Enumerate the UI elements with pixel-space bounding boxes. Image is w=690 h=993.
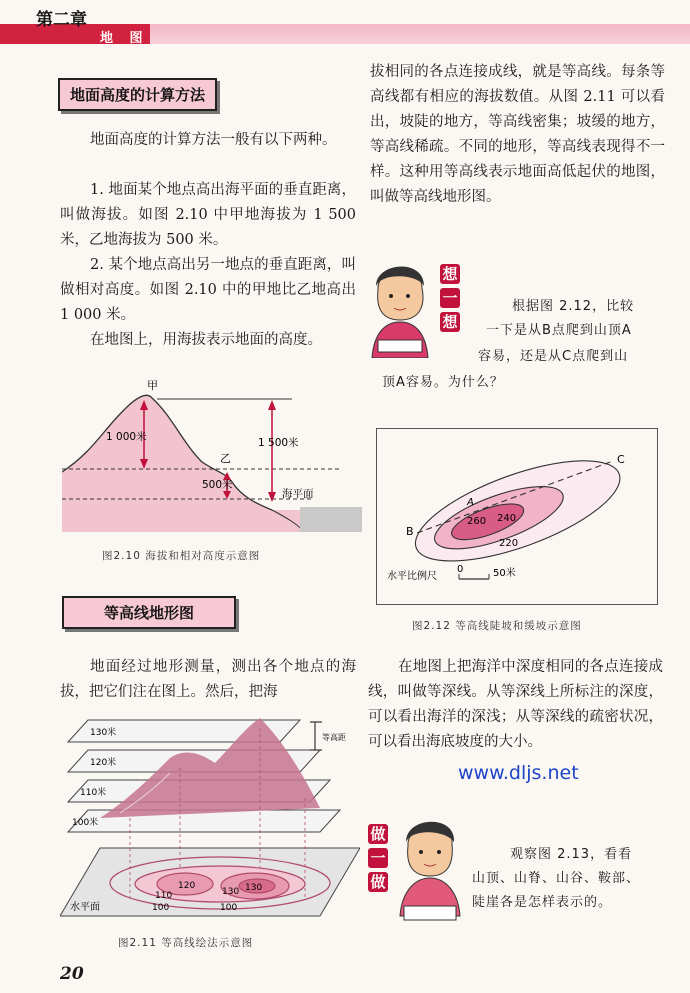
paragraph-isobath: 在地图上把海洋中深度相同的各点连接成线，叫做等深线。从等深线上所标注的深度，可以看出海洋的深浅；从等深线的疏密状况，可以看出海底坡度的大小。 (368, 659, 663, 750)
do-line-2: 山顶、山脊、山谷、鞍部、 (472, 871, 641, 886)
label-summit-a: A (467, 497, 474, 508)
label-1500m: 1 500米 (258, 437, 299, 449)
watermark-url[interactable]: www.dljs.net (458, 762, 579, 784)
label-500m: 500米 (202, 479, 233, 491)
think-label-1: 想 (440, 264, 460, 284)
plane-label-130: 130米 (90, 728, 117, 738)
label-horizontal-plane: 水平面 (70, 902, 100, 913)
think-line-2: 一下是从B点爬到山顶A (486, 323, 632, 338)
scale-zero: 0 (457, 564, 464, 575)
paragraph-altitude: 1. 地面某个地点高出海平面的垂直距离，叫做海拔。如图 2.10 中甲地海拔为 1 500 米，乙地海拔为 500 米。 (60, 182, 356, 248)
do-line-3: 陡崖各是怎样表示的。 (472, 895, 613, 910)
paragraph-contour-start: 地面经过地形测量，测出各个地点的海拔，把它们注在图上。然后，把海 (60, 659, 356, 700)
do-label-2: 一 (368, 848, 388, 868)
think-line-1: 根据图 2.12，比较 (512, 299, 635, 314)
think-label-3: 想 (440, 312, 460, 332)
think-label-2: 一 (440, 288, 460, 308)
label-point-b: B (406, 525, 414, 538)
label-contour-interval: 等高距 (322, 733, 346, 742)
scale-value: 50米 (493, 568, 516, 579)
label-jia: 甲 (147, 379, 158, 392)
section-title-contour-map: 等高线地形图 (62, 596, 236, 629)
plane-label-110: 110米 (80, 788, 107, 798)
figure-2-10-diagram (62, 372, 362, 552)
boy-writing-illustration (394, 812, 466, 924)
section-title-height-calc: 地面高度的计算方法 (58, 78, 217, 111)
label-sea-level: 海平面 (282, 488, 314, 500)
paragraph-intro: 地面高度的计算方法一般有以下两种。 (90, 132, 337, 148)
think-line-4: 顶A容易。为什么？ (382, 375, 504, 390)
contour-130-mid: 130 (222, 887, 240, 897)
paragraph-relative-height: 2. 某个地点高出另一地点的垂直距离，叫做相对高度。如图 2.10 中的甲地比乙地高出 1 000 米。 (60, 257, 356, 323)
caption-fig-2-10: 图2.10 海拔和相对高度示意图 (102, 550, 261, 562)
label-1000m: 1 000米 (106, 431, 147, 443)
contour-240: 240 (497, 513, 517, 524)
figure-2-11-diagram (60, 708, 360, 930)
figure-2-12-diagram (377, 429, 657, 604)
paragraph-contour-definition: 拔相同的各点连接成线，就是等高线。每条等高线都有相应的海拔数值。从图 2.11 可以看出，坡陡的地方，等高线密集；坡缓的地方，等高线稀疏。不同的地形，等高线表现得不一样。这种用等高线表示地面高低起伏的地图，叫做等高线地形图。 (370, 64, 665, 205)
plane-label-100: 100米 (72, 818, 99, 828)
caption-fig-2-12: 图2.12 等高线陡坡和缓坡示意图 (412, 620, 582, 632)
paragraph-map-height: 在地图上，用海拔表示地面的高度。 (90, 332, 322, 348)
page-number: 20 (60, 964, 84, 984)
boy-thinking-illustration (368, 258, 432, 358)
do-label-3: 做 (368, 872, 388, 892)
contour-130-right: 130 (245, 883, 263, 893)
plane-label-120: 120米 (90, 758, 117, 768)
do-line-1: 观察图 2.13，看看 (510, 847, 633, 862)
contour-100-left: 100 (152, 903, 170, 913)
label-point-c: C (617, 453, 625, 466)
label-yi: 乙 (220, 452, 231, 465)
contour-100-right: 100 (220, 903, 238, 913)
scale-label: 水平比例尺 (387, 571, 437, 582)
caption-fig-2-11: 图2.11 等高线绘法示意图 (118, 937, 254, 949)
contour-120-left: 120 (178, 881, 196, 891)
do-label-1: 做 (368, 824, 388, 844)
chapter-subtitle: 地 图 (100, 31, 149, 46)
contour-260: 260 (467, 516, 487, 527)
think-line-3: 容易，还是从C点爬到山 (478, 349, 629, 364)
chapter-title: 第二章 (36, 10, 87, 30)
figure-2-12-frame (376, 428, 658, 605)
contour-110-left: 110 (155, 891, 173, 901)
contour-220: 220 (499, 538, 519, 549)
